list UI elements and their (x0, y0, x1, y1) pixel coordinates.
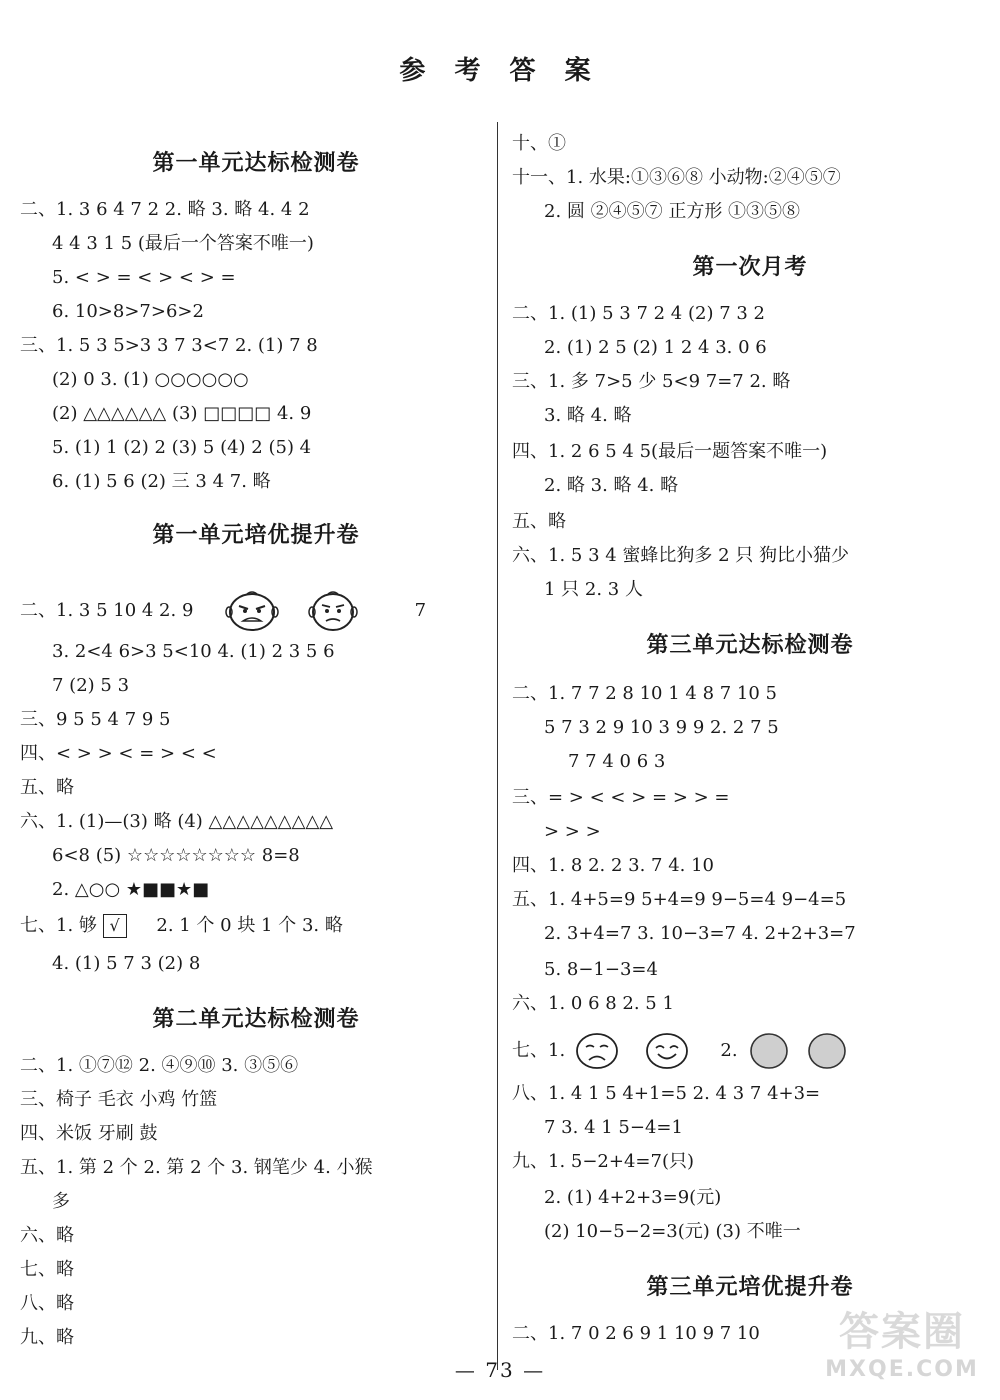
answer-line: 六、1. (1)—(3) 略 (4) △△△△△△△△△ (20, 811, 334, 832)
answer-line: 3. 略 4. 略 (544, 405, 632, 426)
answer-line: 2. 略 3. 略 4. 略 (544, 475, 679, 496)
answer-line: 三、9 5 5 4 7 9 5 (20, 709, 171, 730)
answer-line: 二、1. ①⑦⑫ 2. ④⑨⑩ 3. ③⑤⑥ (20, 1055, 299, 1076)
answer-line: 6. (1) 5 6 (2) 三 3 4 7. 略 (52, 471, 271, 492)
page-number: — 73 — (454, 1358, 546, 1382)
gray-circle-icon (807, 1032, 847, 1070)
answer-line: 三、1. 多 7>5 少 5<9 7=7 2. 略 (512, 371, 791, 392)
answer-line: 二、1. 3 6 4 7 2 2. 略 3. 略 4. 4 2 (20, 199, 310, 220)
answer-line: 九、1. 5−2+4=7(只) (512, 1151, 694, 1172)
answer-line: 四、1. 8 2. 2 3. 7 4. 10 (512, 855, 715, 876)
answer-line: 六、1. 0 6 8 2. 5 1 (512, 993, 674, 1014)
answer-line: > > > (544, 821, 601, 842)
answer-line: 4. (1) 5 7 3 (2) 8 (52, 953, 201, 974)
answer-line: 三、1. 5 3 5>3 3 7 3<7 2. (1) 7 8 (20, 335, 318, 356)
answer-line: 5. (1) 1 (2) 2 (3) 5 (4) 2 (5) 4 (52, 437, 312, 458)
answer-line: 6<8 (5) ☆☆☆☆☆☆☆☆ 8=8 (52, 845, 300, 866)
answer-line: 5. < > = < > < > = (52, 267, 236, 288)
section-heading: 第一次月考 (692, 255, 808, 280)
answer-line: 5 7 3 2 9 10 3 9 9 2. 2 7 5 (544, 717, 779, 738)
check-box: √ (103, 914, 127, 938)
answer-line: 九、略 (20, 1327, 74, 1348)
answer-line: 四、< > > < = > < < (20, 743, 217, 764)
answer-line: 4 4 3 1 5 (最后一个答案不唯一) (52, 233, 314, 254)
answer-line: 1 只 2. 3 人 (544, 579, 643, 600)
answer-line: 五、1. 第 2 个 2. 第 2 个 3. 钢笔少 4. 小猴 (20, 1157, 373, 1178)
answer-line: 五、略 (20, 777, 74, 798)
watermark-url: MXQE.COM (825, 1357, 979, 1382)
answer-line: 五、略 (512, 511, 566, 532)
answer-line: 2. 圆 ②④⑤⑦ 正方形 ①③⑤⑧ (544, 201, 801, 222)
answer-text: 七、1. 够 (20, 915, 97, 936)
section-heading: 第一单元培优提升卷 (152, 523, 360, 548)
sad-face-icon (305, 588, 361, 634)
answer-line: 3. 2<4 6>3 5<10 4. (1) 2 3 5 6 (52, 641, 335, 662)
answer-line: 四、1. 2 6 5 4 5(最后一题答案不唯一) (512, 441, 828, 462)
answer-line: 六、略 (20, 1225, 74, 1246)
section-heading: 第一单元达标检测卷 (152, 151, 360, 176)
angry-face-icon (221, 588, 283, 634)
answer-line: (2) 10−5−2=3(元) (3) 不唯一 (544, 1221, 801, 1242)
answer-line: 七、略 (20, 1259, 74, 1280)
answer-line: 八、略 (20, 1293, 74, 1314)
frowning-face-icon (575, 1032, 619, 1070)
answer-line: 二、1. 7 7 2 8 10 1 4 8 7 10 5 (512, 683, 777, 704)
answer-line: 八、1. 4 1 5 4+1=5 2. 4 3 7 4+3= (512, 1083, 821, 1104)
answer-line: 7 (2) 5 3 (52, 675, 130, 696)
answer-text: 2. (720, 1040, 738, 1061)
answer-line: (2) 0 3. (1) ○○○○○○ (52, 369, 249, 390)
answer-line: 六、1. 5 3 4 蜜蜂比狗多 2 只 狗比小猫少 (512, 545, 850, 566)
answer-text: 七、1. (512, 1040, 566, 1061)
answer-line: 2. (1) 4+2+3=9(元) (544, 1187, 722, 1208)
gray-circle-icon (749, 1032, 789, 1070)
section-heading: 第二单元达标检测卷 (152, 1007, 360, 1032)
answer-line: 三、椅子 毛衣 小鸡 竹篮 (20, 1089, 218, 1110)
page-title: 参 考 答 案 (399, 56, 601, 86)
answer-text: 2. 1 个 0 块 1 个 3. 略 (156, 915, 343, 936)
answer-line: 7 7 4 0 6 3 (568, 751, 666, 772)
section-heading: 第三单元达标检测卷 (646, 633, 854, 658)
answer-line: 2. △○○ ★■■★■ (52, 879, 210, 900)
column-divider (497, 122, 498, 1370)
answer-line: 十一、1. 水果:①③⑥⑧ 小动物:②④⑤⑦ (512, 167, 841, 188)
answer-line: 二、1. (1) 5 3 7 2 4 (2) 7 3 2 (512, 303, 766, 324)
answer-line: 5. 8−1−3=4 (544, 959, 658, 980)
answer-text: 7 (414, 600, 427, 621)
answer-line: 多 (52, 1191, 70, 1212)
answer-line: 四、米饭 牙刷 鼓 (20, 1123, 158, 1144)
answer-line: 2. 3+4=7 3. 10−3=7 4. 2+2+3=7 (544, 923, 856, 944)
answer-line: 五、1. 4+5=9 5+4=9 9−5=4 9−4=5 (512, 889, 847, 910)
section-heading: 第三单元培优提升卷 (646, 1275, 854, 1300)
answer-line: 7 3. 4 1 5−4=1 (544, 1117, 683, 1138)
answer-line: 三、= > < < > = > > = (512, 787, 730, 808)
answer-line: 二、1. 7 0 2 6 9 1 10 9 7 10 (512, 1323, 760, 1344)
answer-line (20, 914, 343, 938)
watermark-logo: 答案圈 (839, 1309, 965, 1355)
answer-line (512, 1032, 847, 1070)
answer-text: 二、1. 3 5 10 4 2. 9 (20, 600, 194, 621)
answer-line (20, 588, 426, 634)
answer-line: 十、① (512, 133, 566, 154)
answer-line: 6. 10>8>7>6>2 (52, 301, 204, 322)
answer-line: 2. (1) 2 5 (2) 1 2 4 3. 0 6 (544, 337, 767, 358)
answer-line: (2) △△△△△△ (3) □□□□ 4. 9 (52, 403, 312, 424)
smiling-face-icon (645, 1032, 689, 1070)
